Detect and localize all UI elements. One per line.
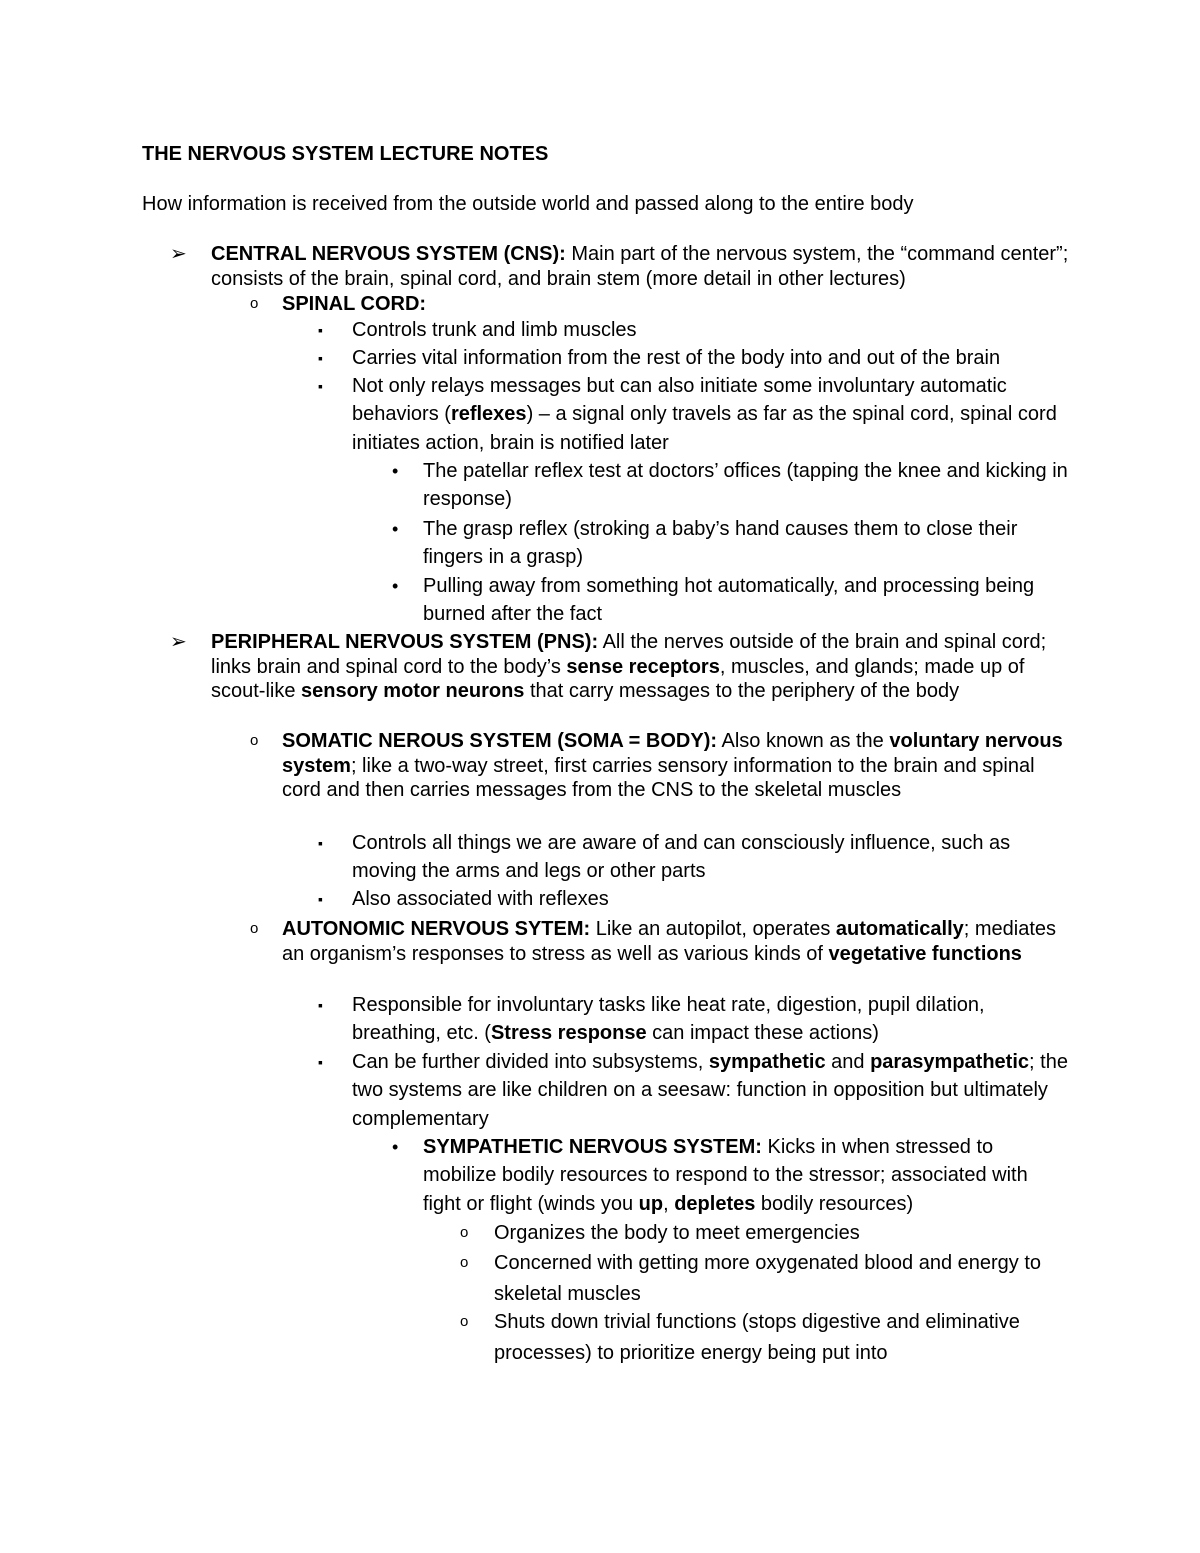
pns-text: PERIPHERAL NERVOUS SYSTEM (PNS): All the nerves outside of the brain and spinal cord; links brain and spinal cord to the body’s sense receptors, muscles, and glands; made up of scout-like sensory motor neurons that carry messages to the periphery of the body (211, 631, 1047, 702)
circle-bullet-icon: o (250, 732, 259, 749)
circle-bullet-icon: o (460, 1224, 469, 1241)
circle-bullet-icon: o (250, 295, 259, 312)
dot-bullet-icon: • (392, 1137, 399, 1157)
circle-bullet-icon: o (460, 1254, 469, 1271)
document-page: THE NERVOUS SYSTEM LECTURE NOTES How information is received from the outside world and passed along to the entire body ➢ CENTRAL NERVOUS SYSTEM (CNS): Main part of the nervous system, the “command center”; consists of the brain, spinal cord, and brain stem (more detail in other lectures) o SPINAL CORD: ▪ Controls trunk and limb muscles ▪ Carries vital information from the rest of the body into and out of the brain ▪ Not only relays messages but can also initiate some involuntary automatic behaviors (reflexes) – a signal only travels as far as the spinal cord, spinal cord initiates action, brain is notified later • The patellar reflex test at doctors’ offices (tapping the knee and kicking in response) • The grasp reflex (stroking a baby’s hand causes them to close their fingers in a grasp) • Pulling away from something hot automatically, and processing being burned after the fact ➢ PERIPHERAL NERVOUS SYSTEM (PNS): All the nerves outside of the brain and spinal cord; links brain and spinal cord to the body’s sense receptors, muscles, and glands; made up of scout-like sensory motor neurons that carry messages to the periphery of the body o SOMATIC NEROUS SYSTEM (SOMA = BODY): Also known as the voluntary nervous system; like a two-way street, first carries sensory information to the brain and spinal cord and then carries messages from the CNS to the skeletal muscles ▪ Controls all things we are aware of and can consciously influence, such as moving the arms and legs or other parts ▪ Also associated with reflexes o AUTONOMIC NERVOUS SYTEM: Like an autopilot, operates automatically; mediates an organism’s responses to stress as well as various kinds of vegetative functions ▪ Responsible for involuntary tasks like heat rate, digestion, pupil dilation, breathing, etc. (Stress response can impact these actions) ▪ Can be further divided into subsystems, sympathetic and parasympathetic; the two systems are like children on a seesaw: function in opposition but ultimately complementary • SYMPATHETIC NERVOUS SYSTEM: Kicks in when stressed to mobilize bodily resources to respond to the stressor; associated with fight or flight (winds you up, depletes bodily resources) o Organizes the body to meet emergencies o Concerned with getting more oxygenated blood and energy to skeletal muscles o Shuts down trivial functions (stops digestive and eliminative processes) to prioritize energy being put into (142, 143, 1069, 1364)
square-bullet-icon: ▪ (318, 1054, 323, 1070)
dot-bullet-icon: • (392, 519, 399, 539)
document-title: THE NERVOUS SYSTEM LECTURE NOTES (142, 143, 549, 165)
somatic-heading: SOMATIC NEROUS SYSTEM (SOMA = BODY): (282, 730, 718, 752)
document-subtitle: How information is received from the outside world and passed along to the entire body (142, 193, 914, 215)
sympathetic-heading: SYMPATHETIC NERVOUS SYSTEM: (423, 1136, 762, 1158)
square-bullet-icon: ▪ (318, 997, 323, 1013)
square-bullet-icon: ▪ (318, 322, 323, 338)
square-bullet-icon: ▪ (318, 835, 323, 851)
pns-heading: PERIPHERAL NERVOUS SYSTEM (PNS): (211, 631, 599, 653)
cns-text: CENTRAL NERVOUS SYSTEM (CNS): Main part of the nervous system, the “command center”; consists of the brain, spinal cord, and brain stem (more detail in other lectures) (211, 243, 1069, 290)
square-bullet-icon: ▪ (318, 378, 323, 394)
arrow-bullet-icon: ➢ (170, 631, 187, 653)
dot-bullet-icon: • (392, 461, 399, 481)
square-bullet-icon: ▪ (318, 350, 323, 366)
cns-heading: CENTRAL NERVOUS SYSTEM (CNS): (211, 243, 566, 265)
circle-bullet-icon: o (460, 1313, 469, 1330)
arrow-bullet-icon: ➢ (170, 243, 187, 265)
square-bullet-icon: ▪ (318, 891, 323, 907)
spinal-cord-heading: SPINAL CORD: (282, 293, 427, 315)
circle-bullet-icon: o (250, 920, 259, 937)
autonomic-heading: AUTONOMIC NERVOUS SYTEM: (282, 918, 591, 940)
dot-bullet-icon: • (392, 576, 399, 596)
